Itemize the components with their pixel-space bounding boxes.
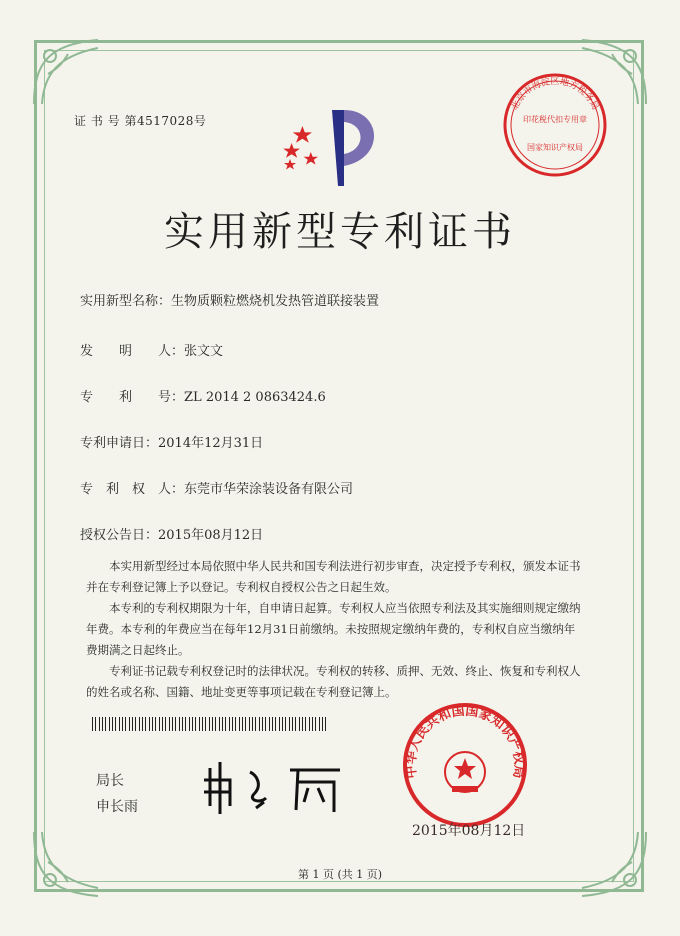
field-value: 生物质颗粒燃烧机发热管道联接装置: [171, 294, 380, 309]
issue-date: 2015年08月12日: [412, 823, 526, 839]
field-label: 专 利 号：: [80, 390, 185, 405]
certificate-body: [86, 556, 586, 703]
director-title: 局长: [96, 773, 124, 789]
patent-office-logo: [282, 96, 392, 196]
body-paragraph: 本专利的专利权期限为十年，自申请日起算。专利权人应当依照专利法及其实施细则规定缴纳年费。本专利的年费应当在每年12月31日前缴纳。未按照规定缴纳年费的，专利权自应当缴纳年费期满之日起终止。: [86, 601, 581, 657]
field-label: 实用新型名称：: [80, 294, 172, 309]
field-value: 2014年12月31日: [158, 436, 264, 451]
body-paragraph: 本实用新型经过本局依照中华人民共和国专利法进行初步审查，决定授予专利权，颁发本证书并在专利登记簿上予以登记。专利权自授权公告之日起生效。: [86, 559, 581, 594]
page-number: 第 1 页 (共 1 页): [297, 868, 383, 881]
field-application-date: [80, 432, 263, 451]
field-inventor: [80, 340, 223, 359]
director-name: 申长雨: [96, 799, 138, 815]
barcode: [92, 716, 328, 730]
field-value: 东莞市华荣涂装设备有限公司: [184, 482, 354, 497]
certificate-number: 证 书 号 第4517028号: [74, 114, 207, 128]
field-label: 授权公告日：: [80, 528, 159, 543]
field-label: 专利申请日：: [80, 436, 159, 451]
tax-stamp-bottom: 国家知识产权局: [527, 143, 583, 152]
tax-stamp-seal: [500, 70, 610, 180]
field-value: 2015年08月12日: [158, 528, 264, 543]
field-label: 专 利 权 人：: [80, 482, 185, 497]
corner-ornament-top-left: [28, 34, 108, 114]
svg-text:北京市海淀区地方税务局: [508, 75, 600, 112]
tax-stamp-center: 印花税代扣专用章: [523, 115, 587, 124]
body-paragraph: 专利证书记载专利权登记时的法律状况。专利权的转移、质押、无效、终止、恢复和专利权人的姓名或名称、国籍、地址变更等事项记载在专利登记簿上。: [86, 664, 581, 699]
director-signature: [200, 758, 360, 818]
field-label: 发 明 人：: [80, 344, 185, 359]
seal-text: 中华人民共和国国家知识产权局: [403, 703, 527, 780]
field-patent-number: [80, 386, 326, 405]
certificate-title: 实用新型专利证书: [164, 209, 516, 255]
official-seal: [400, 700, 530, 830]
field-grant-date: [80, 524, 263, 543]
field-utility-model-name: [80, 290, 379, 309]
corner-ornament-bottom-left: [28, 822, 108, 902]
field-value: ZL 2014 2 0863424.6: [184, 390, 326, 405]
corner-ornament-bottom-right: [572, 822, 652, 902]
field-value: 张文文: [184, 344, 224, 359]
tax-stamp-text: 北京市海淀区地方税务局: [510, 77, 600, 112]
field-patentee: [80, 478, 353, 497]
